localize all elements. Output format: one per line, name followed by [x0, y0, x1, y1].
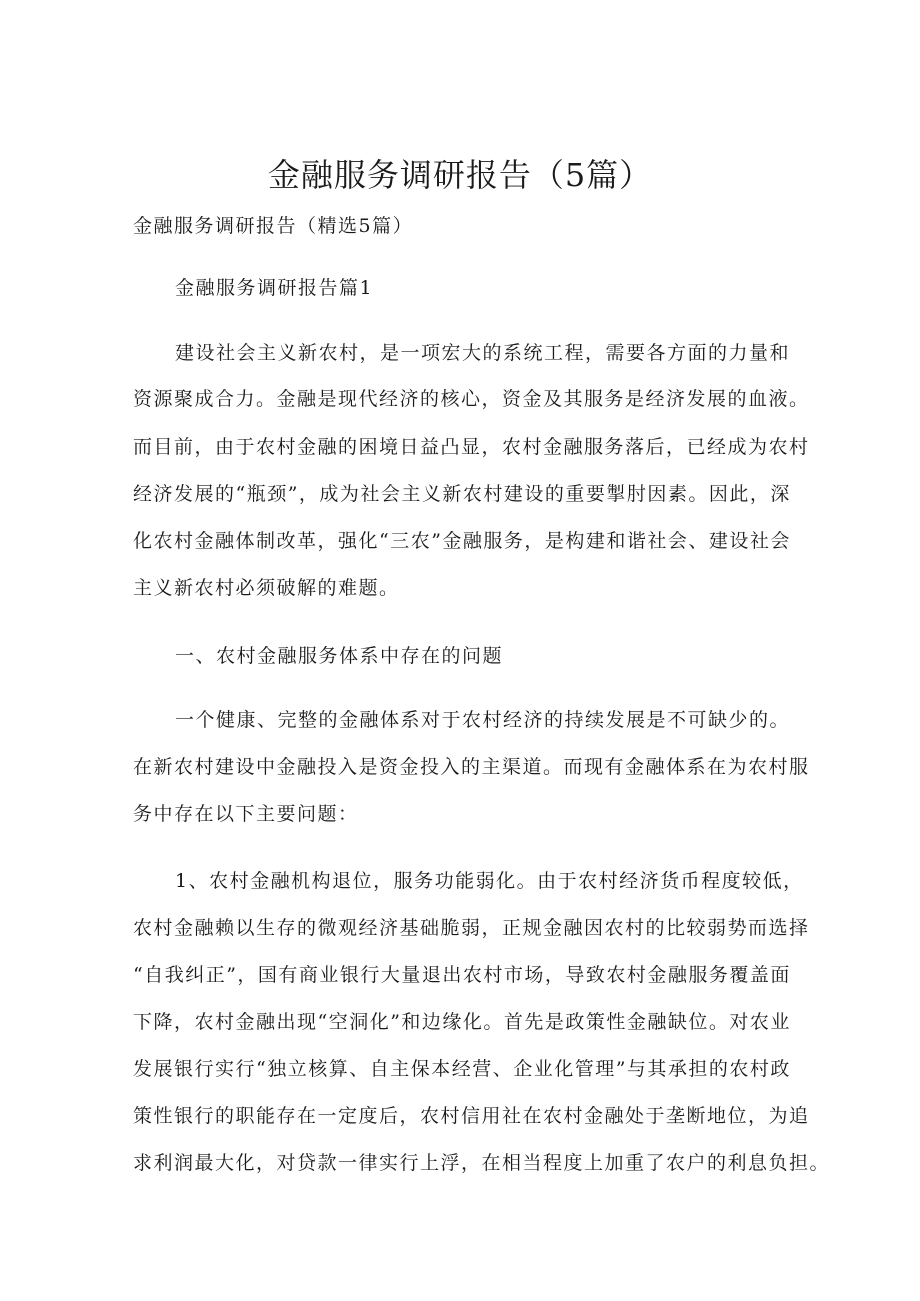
paragraph-line: 建设社会主义新农村，是一项宏大的系统工程，需要各方面的力量和 — [175, 342, 791, 364]
paragraph-line: 务中存在以下主要问题： — [133, 803, 359, 825]
paragraph-line: “自我纠正”，国有商业银行大量退出农村市场，导致农村金融服务覆盖面 — [133, 964, 791, 986]
heading-1: 一、农村金融服务体系中存在的问题 — [175, 645, 504, 667]
paragraph-line: 1、农村金融机构退位，服务功能弱化。由于农村经济货币程度较低， — [175, 870, 804, 892]
paragraph-line: 经济发展的“瓶颈”，成为社会主义新农村建设的重要掣肘因素。因此，深 — [133, 483, 791, 505]
document-subtitle: 金融服务调研报告（精选5篇） — [133, 215, 414, 237]
paragraph-line: 下降，农村金融出现“空洞化”和边缘化。首先是政策性金融缺位。对农业 — [133, 1011, 791, 1033]
paragraph-line: 资源聚成合力。金融是现代经济的核心，资金及其服务是经济发展的血液。 — [133, 388, 810, 410]
paragraph-line: 主义新农村必须破解的难题。 — [133, 577, 400, 599]
paragraph-line: 在新农村建设中金融投入是资金投入的主渠道。而现有金融体系在为农村服 — [133, 756, 810, 778]
paragraph-line: 策性银行的职能存在一定度后，农村信用社在农村金融处于垄断地位，为追 — [133, 1105, 810, 1127]
section-heading: 金融服务调研报告篇1 — [175, 277, 374, 299]
paragraph-line: 化农村金融体制改革，强化“三农”金融服务，是构建和谐社会、建设社会 — [133, 530, 791, 552]
paragraph-line: 一个健康、完整的金融体系对于农村经济的持续发展是不可缺少的。 — [175, 709, 791, 731]
paragraph-line: 发展银行实行“独立核算、自主保本经营、企业化管理”与其承担的农村政 — [133, 1058, 791, 1080]
paragraph-line: 而目前，由于农村金融的困境日益凸显，农村金融服务落后，已经成为农村 — [133, 436, 810, 458]
paragraph-line: 求利润最大化，对贷款一律实行上浮，在相当程度上加重了农户的利息负担。 — [133, 1152, 831, 1174]
document-title: 金融服务调研报告（5篇） — [267, 156, 653, 194]
paragraph-line: 农村金融赖以生存的微观经济基础脆弱，正规金融因农村的比较弱势而选择 — [133, 917, 810, 939]
